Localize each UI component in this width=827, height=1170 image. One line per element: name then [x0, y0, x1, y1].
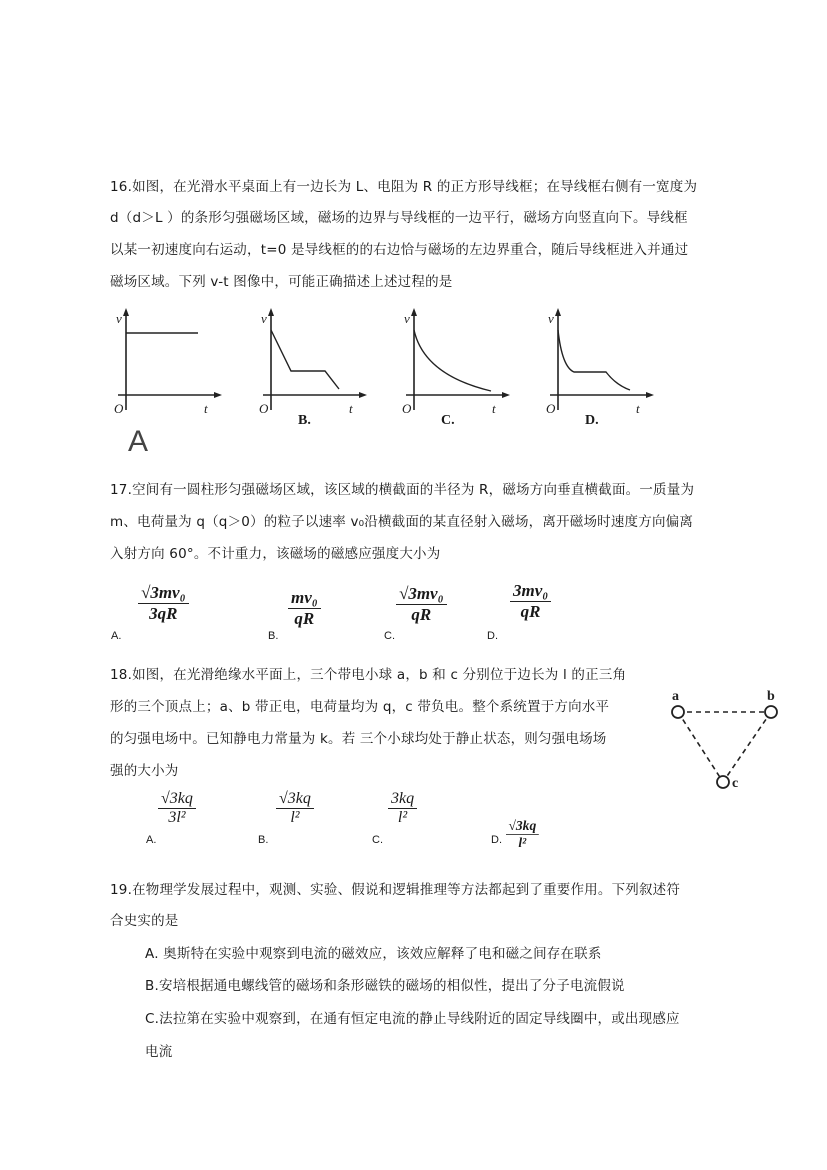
q17-option-c-fraction	[396, 584, 447, 625]
q18-line-2: 形的三个顶点上；a、b 带正电，电荷量均为 q，c 带负电。整个系统置于方向水平	[110, 699, 610, 715]
fraction-denominator: l²	[506, 834, 539, 851]
q19-line-2: 合史实的是	[110, 913, 179, 929]
charge-a-label: a	[672, 689, 679, 704]
graph-label-d: D.	[585, 413, 599, 428]
q17-option-b-fraction	[288, 588, 321, 629]
q18-option-a-fraction	[158, 790, 196, 827]
origin-label: O	[259, 401, 269, 416]
charge-b-label: b	[767, 689, 775, 704]
fraction-denominator: qR	[288, 608, 321, 629]
vt-graph-c	[396, 305, 511, 424]
fraction-denominator: qR	[396, 604, 447, 625]
axis-v-label: v	[548, 311, 554, 326]
q19-option-c: C.法拉第在实验中观察到，在通有恒定电流的静止导线附近的固定导线圈中，或出现感应	[145, 1011, 680, 1027]
q19-line-1: 19.在物理学发展过程中，观测、实验、假说和逻辑推理等方法都起到了重要作用。下列叙述符	[110, 882, 681, 898]
fraction-numerator: 3mv₀	[513, 581, 549, 600]
q18-line-4: 强的大小为	[110, 763, 179, 779]
origin-label: O	[114, 401, 124, 416]
fraction-numerator: 3kq	[391, 790, 415, 807]
q17-option-d-fraction	[510, 581, 551, 622]
vt-graph-a	[108, 305, 223, 424]
axis-v-label: v	[116, 311, 122, 326]
axis-v-label: v	[404, 311, 410, 326]
q18-option-c-fraction	[388, 790, 417, 827]
axis-v-label: v	[261, 311, 267, 326]
origin-label: O	[546, 401, 556, 416]
fraction-numerator: √3kq	[508, 818, 537, 834]
q16-line-4: 磁场区域。下列 v-t 图像中，可能正确描述上述过程的是	[110, 274, 453, 290]
fraction-numerator: √3kq	[279, 790, 311, 807]
graph-label-b: B.	[298, 413, 311, 428]
q17-line-2: m、电荷量为 q（q＞0）的粒子以速率 v₀沿横截面的某直径射入磁场，离开磁场时速度方向偏离	[110, 514, 694, 530]
q19-option-a: A. 奥斯特在实验中观察到电流的磁效应，该效应解释了电和磁之间存在联系	[145, 946, 602, 962]
q17-option-a-label: A.	[111, 630, 122, 642]
fraction-numerator: √3mv₀	[399, 584, 444, 603]
q18-line-3: 的匀强电场中。已知静电力常量为 k。若 三个小球均处于静止状态，则匀强电场场	[110, 731, 607, 747]
q18-option-d-label: D.	[491, 834, 502, 846]
fraction-denominator: l²	[388, 808, 417, 827]
fraction-denominator: 3l²	[158, 808, 196, 827]
q16-line-3: 以某一初速度向右运动，t=0 是导线框的的右边恰与磁场的左边界重合，随后导线框进入并通过	[110, 242, 689, 258]
q16-line-2: d（d＞L ）的条形匀强磁场区域，磁场的边界与导线框的一边平行，磁场方向竖直向下。导线框	[110, 210, 688, 226]
triangle-charge-diagram	[664, 684, 794, 803]
axis-t-label: t	[636, 401, 640, 416]
q16-line-1: 16.如图，在光滑水平桌面上有一边长为 L、电阻为 R 的正方形导线框；在导线框右侧有一宽度为	[110, 179, 698, 195]
q19-option-b: B.安培根据通电螺线管的磁场和条形磁铁的磁场的相似性，提出了分子电流假说	[145, 978, 625, 994]
handwritten-a-mark: A	[128, 425, 149, 458]
q19-option-c-cont: 电流	[145, 1044, 173, 1060]
q17-option-b-label: B.	[268, 630, 279, 642]
vt-graph-d	[540, 305, 655, 424]
vt-graph-b	[253, 305, 368, 424]
q17-line-1: 17.空间有一圆柱形匀强磁场区域，该区域的横截面的半径为 R，磁场方向垂直横截面。一质量为	[110, 482, 695, 498]
fraction-numerator: √3kq	[161, 790, 193, 807]
q18-option-a-label: A.	[146, 834, 157, 846]
fraction-denominator: 3qR	[138, 603, 189, 624]
origin-label: O	[402, 401, 412, 416]
q17-option-c-label: C.	[384, 630, 395, 642]
graph-label-c: C.	[441, 413, 455, 428]
q18-option-b-fraction	[276, 790, 314, 827]
charge-c-label: c	[732, 776, 739, 791]
q18-option-d-fraction	[506, 818, 539, 851]
q17-option-a-fraction	[138, 583, 189, 624]
axis-t-label: t	[492, 401, 496, 416]
q17-option-d-label: D.	[487, 630, 498, 642]
q18-option-c-label: C.	[372, 834, 383, 846]
fraction-denominator: qR	[510, 601, 551, 622]
axis-t-label: t	[349, 401, 353, 416]
fraction-denominator: l²	[276, 808, 314, 827]
fraction-numerator: √3mv₀	[141, 583, 186, 602]
fraction-numerator: mv₀	[291, 588, 318, 607]
q17-line-3: 入射方向 60°。不计重力，该磁场的磁感应强度大小为	[110, 546, 441, 562]
q18-option-b-label: B.	[258, 834, 269, 846]
q18-line-1: 18.如图，在光滑绝缘水平面上，三个带电小球 a，b 和 c 分别位于边长为 l 的正三角	[110, 667, 627, 683]
axis-t-label: t	[204, 401, 208, 416]
